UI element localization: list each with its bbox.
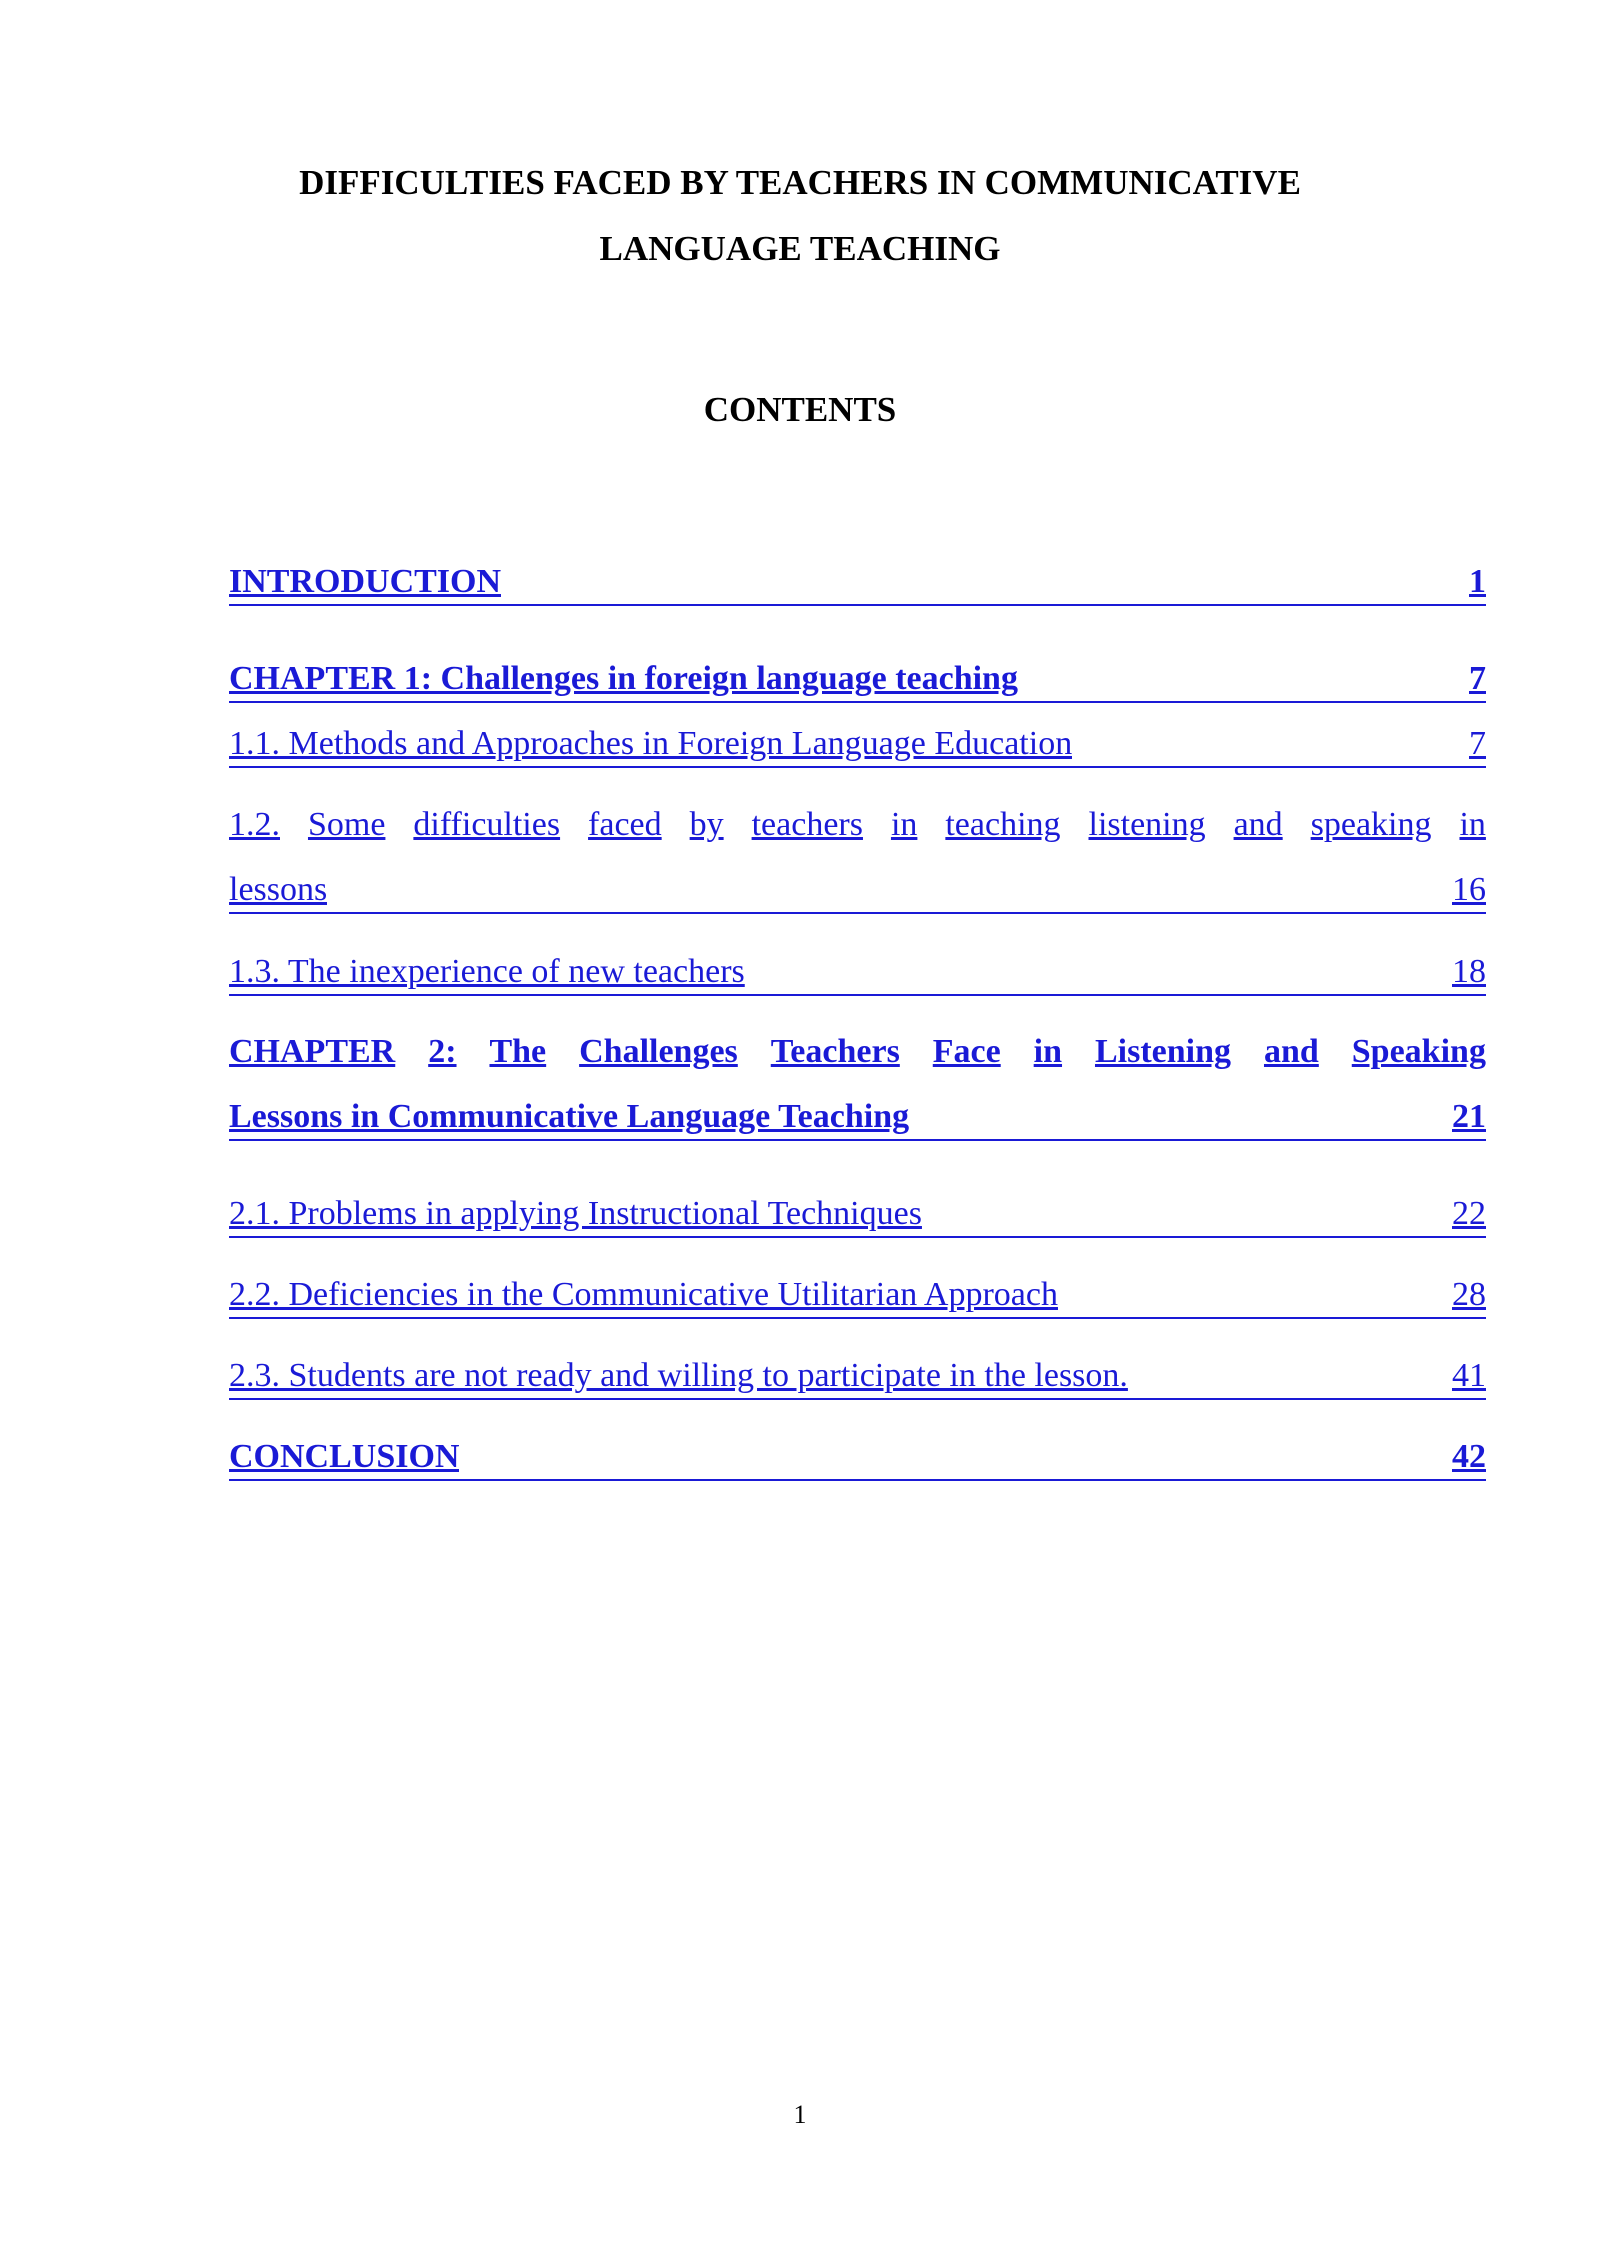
toc-entry-page: 1 xyxy=(1469,563,1486,600)
toc-entry-introduction[interactable] xyxy=(229,560,1486,606)
toc-entry-section-2-1[interactable] xyxy=(229,1192,1486,1238)
toc-entry-page: 7 xyxy=(1469,725,1486,762)
toc-entry-title: 1.3. The inexperience of new teachers xyxy=(229,953,745,990)
toc-entry-title-line-1: 1.2. Some difficulties faced by teachers in teaching listening and speaking in xyxy=(229,806,1486,843)
toc-entry-section-2-3[interactable] xyxy=(229,1354,1486,1400)
toc-entry-page: 42 xyxy=(1452,1438,1486,1475)
toc-entry-page: 41 xyxy=(1452,1357,1486,1394)
toc-entry-section-1-2[interactable] xyxy=(229,803,1486,914)
toc-entry-conclusion[interactable] xyxy=(229,1435,1486,1481)
toc-entry-page: 16 xyxy=(1452,871,1486,908)
toc-entry-title: INTRODUCTION xyxy=(229,563,502,600)
toc-entry-page: 7 xyxy=(1469,660,1486,697)
toc-entry-title: 2.1. Problems in applying Instructional Techniques xyxy=(229,1195,922,1232)
toc-entry-title-line-2: lessons xyxy=(229,871,328,908)
toc-entry-title: 1.1. Methods and Approaches in Foreign Language Education xyxy=(229,725,1073,762)
toc-entry-section-1-3[interactable] xyxy=(229,950,1486,996)
document-title-line-1: DIFFICULTIES FACED BY TEACHERS IN COMMUNICATIVE xyxy=(299,163,1301,202)
contents-heading: CONTENTS xyxy=(703,390,897,429)
toc-entry-section-2-2[interactable] xyxy=(229,1273,1486,1319)
toc-entry-section-1-1[interactable] xyxy=(229,722,1486,768)
toc-entry-title-line-2: Lessons in Communicative Language Teaching xyxy=(229,1098,910,1135)
toc-entry-title: 2.3. Students are not ready and willing to participate in the lesson. xyxy=(229,1357,1128,1394)
page-number: 1 xyxy=(793,2100,807,2129)
toc-entry-title: CHAPTER 1: Challenges in foreign language teaching xyxy=(229,660,1018,697)
toc-entry-page: 22 xyxy=(1452,1195,1486,1232)
toc-entry-page: 18 xyxy=(1452,953,1486,990)
toc-entry-page: 28 xyxy=(1452,1276,1486,1313)
toc-entry-title: CONCLUSION xyxy=(229,1438,460,1475)
toc-entry-title-line-1: CHAPTER 2: The Challenges Teachers Face in Listening and Speaking xyxy=(229,1033,1486,1070)
toc-entry-title: 2.2. Deficiencies in the Communicative Utilitarian Approach xyxy=(229,1276,1058,1313)
document-title-line-2: LANGUAGE TEACHING xyxy=(599,229,1001,268)
document-title xyxy=(0,150,1600,282)
toc-entry-chapter-1[interactable] xyxy=(229,657,1486,703)
toc-entry-page: 21 xyxy=(1452,1098,1486,1135)
toc-entry-chapter-2[interactable] xyxy=(229,1030,1486,1141)
